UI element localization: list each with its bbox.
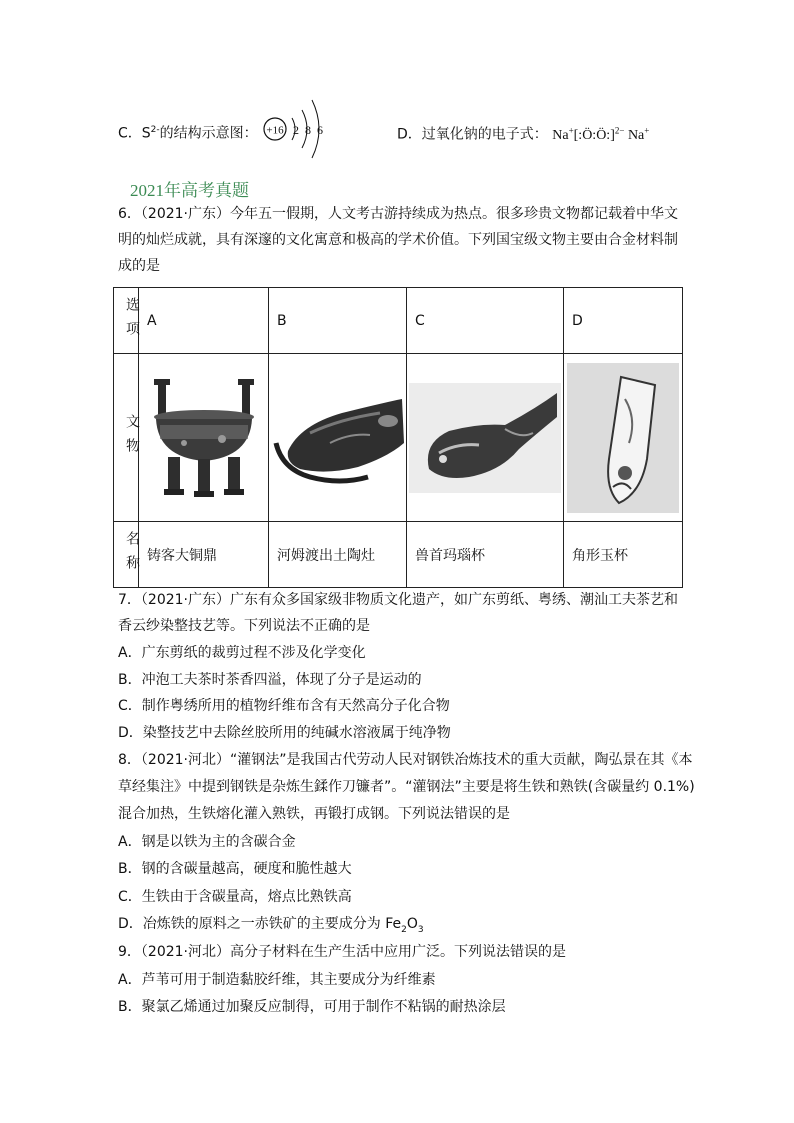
q6-line-1: 6．（2021·广东）今年五一假期，人文考古游持续成为热点。很多珍贵文物都记载着中华文 — [118, 206, 678, 222]
name-cell-b: 河姆渡出土陶灶 — [269, 522, 407, 588]
q7-option-a: A．广东剪纸的裁剪过程不涉及化学变化 — [118, 645, 366, 661]
relics-table — [113, 287, 683, 588]
prev-c-text: 的结构示意图： — [159, 125, 258, 142]
q6-line-3: 成的是 — [118, 258, 160, 274]
option-b-cell: B — [269, 288, 407, 354]
jade-horn-cup-image — [567, 363, 679, 513]
peroxide-ion: [:Ö:Ö:] — [573, 127, 615, 143]
table-row-names — [114, 522, 683, 588]
shell-electrons-2: 8 — [305, 123, 311, 137]
q7-option-b: B．冲泡工夫茶时茶香四溢，体现了分子是运动的 — [118, 672, 422, 688]
q8-option-c: C．生铁由于含碳量高，熔点比熟铁高 — [118, 889, 352, 905]
pottery-stove-image — [270, 373, 406, 503]
q8-option-a: A．钢是以铁为主的含碳合金 — [118, 834, 296, 850]
image-cell-a — [139, 354, 269, 522]
table-row-images — [114, 354, 683, 522]
row-header-names: 名称 — [114, 522, 139, 588]
row-header-options: 选项 — [114, 288, 139, 354]
q7-line-1: 7．（2021·广东）广东有众多国家级非物质文化遗产，如广东剪纸、粤绣、潮汕工夫茶艺和 — [118, 592, 678, 608]
prev-c-label: C．S — [118, 125, 151, 142]
q8-line-1: 8．（2021·河北）“灌钢法”是我国古代劳动人民对钢铁冶炼技术的重大贡献，陶弘景在其《本 — [118, 752, 693, 768]
image-cell-d — [564, 354, 683, 522]
option-d-cell: D — [564, 288, 683, 354]
q9-line-1: 9．（2021·河北）高分子材料在生产生活中应用广泛。下列说法错误的是 — [118, 944, 566, 960]
shell-electrons-3: 6 — [317, 123, 323, 137]
q9-option-b: B．聚氯乙烯通过加聚反应制得，可用于制作不粘锅的耐热涂层 — [118, 999, 506, 1015]
q7-option-d: D．染整技艺中去除丝胶所用的纯碱水溶液属于纯净物 — [118, 725, 451, 741]
sulfur-ion-structure-diagram — [258, 96, 338, 162]
q6-line-2: 明的灿烂成就，具有深邃的文化寓意和极高的学术价值。下列国宝级文物主要由合金材料制 — [118, 232, 678, 248]
sodium-peroxide-formula: Na+[:Ö:Ö:]$^{2-}$ Na+ — [552, 125, 650, 143]
image-cell-b — [269, 354, 407, 522]
prev-option-c — [118, 120, 258, 144]
prev-c-sup: 2- — [150, 125, 160, 135]
nucleus-charge: +16 — [266, 124, 284, 137]
agate-cup-image — [409, 373, 561, 503]
q8-line-2: 草经集注》中提到钢铁是杂炼生鍒作刀镰者”。“灌钢法”主要是将生铁和熟铁(含碳量约 0.1%) — [118, 779, 695, 795]
q7-option-c: C．制作粤绣所用的植物纤维布含有天然高分子化合物 — [118, 698, 450, 714]
row-header-relics: 文物 — [114, 354, 139, 522]
prev-d-text: D．过氧化钠的电子式： — [397, 126, 548, 143]
q8-option-b: B．钢的含碳量越高，硬度和脆性越大 — [118, 861, 352, 877]
bronze-ding-image — [144, 373, 264, 503]
name-cell-d: 角形玉杯 — [564, 522, 683, 588]
q8-line-3: 混合加热，生铁熔化灌入熟铁，再锻打成钢。下列说法错误的是 — [118, 806, 510, 822]
name-cell-c: 兽首玛瑙杯 — [407, 522, 564, 588]
shell-electrons-1: 2 — [293, 123, 299, 137]
option-c-cell: C — [407, 288, 564, 354]
option-a-cell: A — [139, 288, 269, 354]
section-title: 2021年高考真题 — [130, 181, 249, 200]
name-cell-a: 铸客大铜鼎 — [139, 522, 269, 588]
image-cell-c — [407, 354, 564, 522]
prev-option-d — [397, 120, 649, 146]
table-row-options — [114, 288, 683, 354]
q7-line-2: 香云纱染整技艺等。下列说法不正确的是 — [118, 618, 370, 634]
q8-option-d: D．冶炼铁的原料之一赤铁矿的主要成分为 $Fe_2O_3$ — [118, 916, 424, 935]
q9-option-a: A．芦苇可用于制造黏胶纤维，其主要成分为纤维素 — [118, 972, 436, 988]
